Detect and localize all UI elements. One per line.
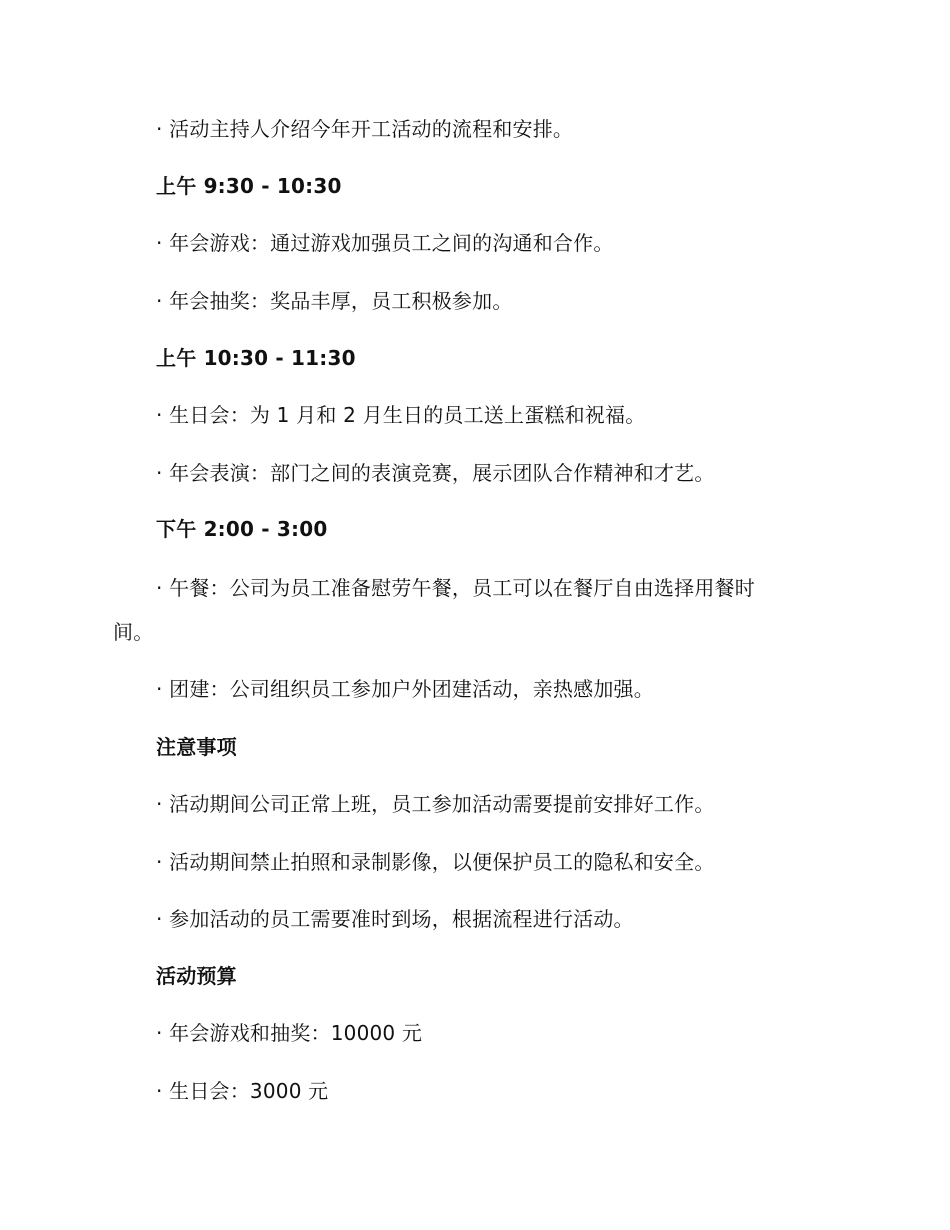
section-heading: 活动预算 (156, 964, 237, 988)
bullet-continuation: 间。 (113, 620, 154, 644)
bullet-line: · 生日会：为 1 月和 2 月生日的员工送上蛋糕和祝福。 (156, 403, 646, 427)
bullet-line: · 年会表演：部门之间的表演竞赛，展示团队合作精神和才艺。 (156, 461, 715, 485)
bullet-line: · 年会抽奖：奖品丰厚，员工积极参加。 (156, 289, 513, 313)
bullet-line: · 生日会：3000 元 (156, 1079, 329, 1103)
bullet-line: · 参加活动的员工需要准时到场，根据流程进行活动。 (156, 907, 634, 931)
bullet-line: · 活动主持人介绍今年开工活动的流程和安排。 (156, 117, 574, 141)
section-heading: 上午 9:30 - 10:30 (156, 174, 342, 198)
bullet-line: · 午餐：公司为员工准备慰劳午餐，员工可以在餐厅自由选择用餐时 (156, 576, 755, 600)
bullet-line: · 年会游戏和抽奖：10000 元 (156, 1021, 423, 1045)
section-heading: 注意事项 (156, 735, 237, 759)
bullet-line: · 团建：公司组织员工参加户外团建活动，亲热感加强。 (156, 677, 654, 701)
bullet-line: · 活动期间公司正常上班，员工参加活动需要提前安排好工作。 (156, 792, 715, 816)
bullet-line: · 年会游戏：通过游戏加强员工之间的沟通和合作。 (156, 231, 614, 255)
section-heading: 下午 2:00 - 3:00 (156, 517, 328, 541)
section-heading: 上午 10:30 - 11:30 (156, 346, 356, 370)
bullet-line: · 活动期间禁止拍照和录制影像，以便保护员工的隐私和安全。 (156, 850, 715, 874)
